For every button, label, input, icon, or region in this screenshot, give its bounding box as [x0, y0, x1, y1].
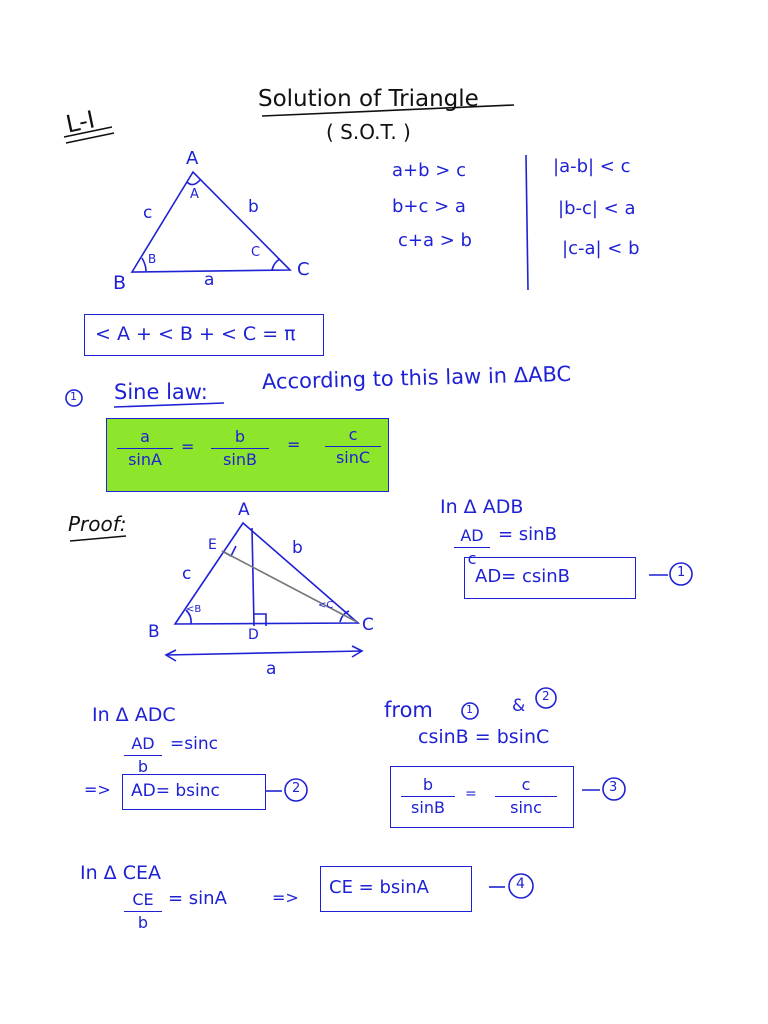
sine-law-fraction-a: [117, 429, 173, 468]
combine-denominator-2: sinc: [510, 798, 542, 817]
fraction-bar: [117, 448, 173, 449]
combine-boxed-result: [390, 766, 574, 828]
inequality-divider: [526, 155, 528, 290]
cea-implies-arrow: =>: [272, 888, 299, 907]
cea-denominator: b: [137, 913, 149, 932]
sine-law-heading: Sine law:: [114, 380, 208, 404]
adc-numerator: AD: [131, 734, 155, 753]
triangle-angle-c: C: [251, 245, 261, 260]
proof-label: Proof:: [68, 512, 127, 536]
sine-law-fraction-b: [211, 429, 269, 468]
page-title: Solution of Triangle: [258, 86, 479, 112]
adb-numerator: AD: [460, 526, 484, 545]
fraction-bar: [495, 796, 557, 797]
cea-rhs: = sinA: [168, 888, 227, 909]
fraction-b-numerator: b: [234, 427, 246, 446]
adc-denominator: b: [137, 757, 149, 776]
proof-foot-e: E: [208, 537, 217, 553]
proof-underline: [70, 536, 126, 541]
page-subtitle: ( S.O.T. ): [326, 120, 411, 144]
combine-from: from: [384, 698, 433, 722]
fraction-bar: [454, 547, 490, 548]
proof-base-a: a: [266, 659, 277, 679]
proof-side-b: b: [292, 538, 303, 558]
combine-fraction-1: [401, 777, 455, 816]
proof-angle-c: <C: [318, 600, 334, 611]
combine-ampersand: &: [512, 696, 526, 716]
cea-fraction: [124, 892, 162, 931]
triangle-vertex-a: A: [186, 148, 199, 169]
inequality-left-3: c+a > b: [398, 230, 472, 251]
combine-numerator-1: b: [422, 775, 434, 794]
triangle-vertex-b: B: [113, 272, 127, 294]
cea-boxed-result: [320, 866, 472, 912]
cea-heading: In Δ CEA: [80, 862, 161, 884]
sine-law-highlight: [106, 418, 389, 492]
sine-law-number: 1: [70, 390, 77, 403]
proof-angle-b: <B: [186, 604, 202, 615]
triangle-side-c: c: [143, 203, 153, 223]
equation-tag-2: 2: [292, 781, 301, 796]
inequality-left-1: a+b > c: [392, 160, 466, 181]
inequality-left-2: b+c > a: [392, 196, 466, 217]
fraction-a-numerator: a: [140, 427, 150, 446]
fraction-bar: [124, 755, 162, 756]
sine-law-fraction-c: [325, 427, 381, 466]
sine-law-equals-1: =: [181, 437, 195, 456]
equation-tag-1: 1: [677, 565, 686, 580]
cea-boxed-text: CE = bsinA: [329, 877, 429, 898]
angle-sum-text: < A + < B + < C = π: [95, 323, 296, 345]
adb-boxed-result: [464, 557, 636, 599]
adc-rhs: =sinc: [170, 734, 218, 754]
cea-numerator: CE: [132, 890, 154, 909]
proof-side-c: c: [182, 564, 192, 584]
adc-implies-arrow: =>: [84, 780, 111, 799]
adb-heading: In Δ ADB: [440, 496, 524, 518]
sine-law-description: According to this law in ΔABC: [261, 361, 572, 394]
sine-law-equals-2: =: [287, 435, 301, 454]
combine-line: csinB = bsinC: [418, 726, 550, 748]
adc-boxed-text: AD= bsinc: [131, 781, 220, 801]
proof-triangle: [166, 523, 362, 661]
inequality-right-3: |c-a| < b: [562, 238, 640, 259]
proof-foot-d: D: [248, 627, 259, 643]
combine-fraction-2: [495, 777, 557, 816]
inequality-right-1: |a-b| < c: [553, 156, 631, 177]
fraction-c-numerator: c: [348, 425, 358, 444]
combine-denominator-1: sinB: [411, 798, 445, 817]
triangle-vertex-c: C: [297, 259, 310, 280]
fraction-bar: [211, 448, 269, 449]
combine-equals: =: [465, 786, 477, 802]
adb-rhs: = sinB: [498, 524, 557, 545]
fraction-bar: [124, 911, 162, 912]
proof-vertex-a: A: [238, 500, 250, 520]
equation-tag-3: 3: [609, 780, 618, 795]
fraction-c-denominator: sinC: [335, 448, 371, 467]
combine-ref-1: 1: [466, 703, 473, 716]
triangle-side-a: a: [204, 270, 215, 290]
combine-ref-2: 2: [542, 689, 550, 703]
proof-vertex-c: C: [362, 615, 374, 635]
fraction-bar: [401, 796, 455, 797]
fraction-bar: [325, 446, 381, 447]
lecture-tag: L-I: [63, 105, 98, 139]
fraction-b-denominator: sinB: [223, 450, 257, 469]
triangle-angle-a: A: [190, 187, 199, 202]
adb-boxed-text: AD= csinB: [475, 566, 571, 587]
fraction-a-denominator: sinA: [128, 450, 162, 469]
adb-denominator: c: [467, 549, 477, 568]
altitude-ce: [222, 551, 357, 622]
adc-heading: In Δ ADC: [92, 704, 176, 726]
adc-fraction: [124, 736, 162, 775]
adc-boxed-result: [122, 774, 266, 810]
angle-sum-box: [84, 314, 324, 356]
combine-numerator-2: c: [521, 775, 531, 794]
proof-vertex-b: B: [148, 622, 160, 642]
inequality-right-2: |b-c| < a: [558, 198, 636, 219]
triangle-angle-b: B: [148, 252, 157, 266]
triangle-side-b: b: [248, 197, 259, 217]
equation-tag-4: 4: [516, 876, 525, 892]
